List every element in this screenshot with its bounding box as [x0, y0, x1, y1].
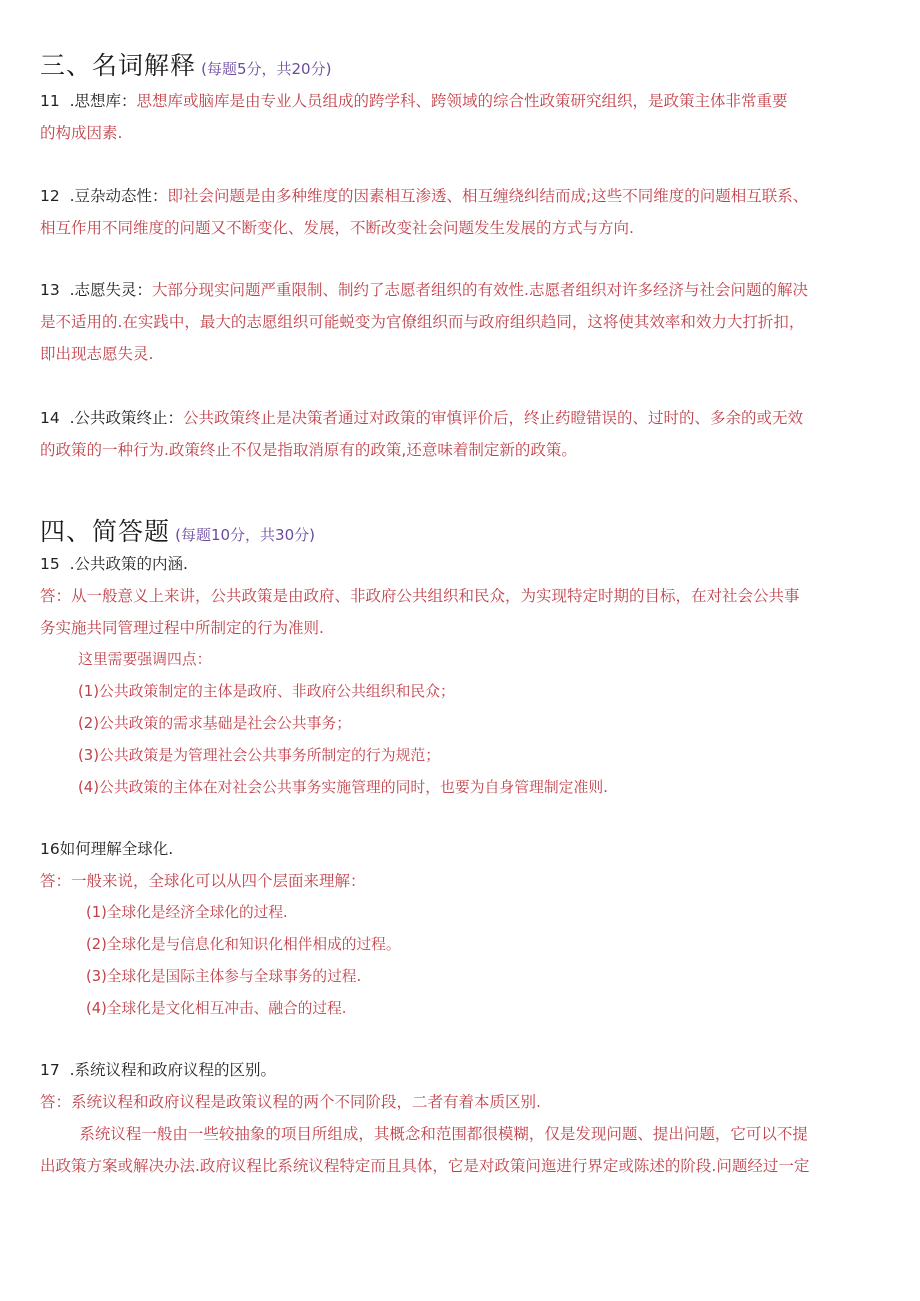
q16-point-2: (2)全球化是与信息化和知识化相伴相成的过程。	[86, 936, 401, 953]
item-13-line-3: 即出现志愿失灵.	[40, 345, 154, 363]
section-3-note: (每题5分，共20分)	[201, 60, 332, 78]
q17-para-line-1-text: 系统议程一般由一些较抽象的项目所组成，其概念和范围都很模糊，仅是发现问题、提出问题，它可以不提	[79, 1125, 808, 1143]
section-4-heading	[40, 512, 315, 548]
q16-point-1: (1)全球化是经济全球化的过程.	[86, 904, 288, 921]
q15-question	[40, 548, 882, 580]
q16-question: 16如何理解全球化.	[40, 840, 174, 858]
item-13-term: .志愿失灵：	[69, 281, 153, 299]
item-13-number: 13	[40, 281, 60, 299]
item-11-line-1	[40, 85, 882, 117]
q16-answer: 答：一般来说，全球化可以从四个层面来理解：	[40, 872, 366, 890]
item-14-text: 公共政策终止是决策者通过对政策的审慎评价后，终止药瞪错误的、过时的、多余的或无效	[183, 409, 804, 427]
q16-point-3: (3)全球化是国际主体参与全球事务的过程.	[86, 968, 362, 985]
item-11-number: 11	[40, 92, 60, 110]
item-14-line-1	[40, 402, 882, 434]
q16-point-4: (4)全球化是文化相互冲击、融合的过程.	[86, 1000, 347, 1017]
item-14-term: .公共政策终止：	[69, 409, 184, 427]
section-4-note: (每题10分，共30分)	[175, 526, 315, 544]
q17-question	[40, 1054, 882, 1086]
q15-point-4: (4)公共政策的主体在对社会公共事务实施管理的同时，也要为自身管理制定准则.	[78, 779, 608, 796]
section-3-heading	[40, 46, 331, 82]
q15-point-3: (3)公共政策是为管理社会公共事务所制定的行为规范；	[78, 747, 441, 764]
item-12-term: .豆杂动态性：	[69, 187, 168, 205]
q17-para-line-1	[40, 1118, 882, 1150]
item-12-text: 即社会问题是由多种维度的因素相互渗透、相互缠绕纠结而成;这些不同维度的问题相互联系、	[167, 187, 809, 205]
q15-point-1: (1)公共政策制定的主体是政府、非政府公共组织和民众；	[78, 683, 455, 700]
item-13-line-1	[40, 274, 882, 306]
q15-point-2: (2)公共政策的需求基础是社会公共事务；	[78, 715, 352, 732]
q17-answer: 答：系统议程和政府议程是政策议程的两个不同阶段，二者有着本质区别.	[40, 1093, 541, 1111]
q17-number: 17	[40, 1061, 60, 1079]
q17-text: .系统议程和政府议程的区别。	[69, 1061, 277, 1079]
item-11-line-2: 的构成因素.	[40, 124, 123, 142]
item-14-number: 14	[40, 409, 60, 427]
item-12-line-1	[40, 180, 882, 212]
q17-para-line-2: 出政策方案或解决办法.政府议程比系统议程特定而且具体，它是对政策问迤进行界定或陈述的阶段.问题经过一定	[40, 1157, 810, 1175]
q15-answer-line-2: 务实施共同管理过程中所制定的行为准则.	[40, 619, 324, 637]
section-4-title: 四、简答题	[40, 517, 171, 546]
q15-number: 15	[40, 555, 60, 573]
item-12-number: 12	[40, 187, 60, 205]
q15-text: .公共政策的内涵.	[69, 555, 188, 573]
item-12-line-2: 相互作用不同维度的问题又不断变化、发展，不断改变社会问题发生发展的方式与方向.	[40, 219, 634, 237]
item-14-line-2: 的政策的一种行为.政策终止不仅是指取消原有的政策,还意味着制定新的政策。	[40, 441, 577, 459]
section-3-title: 三、名词解释	[40, 51, 197, 80]
q15-intro: 这里需要强调四点：	[78, 651, 212, 668]
item-13-line-2: 是不适用的.在实践中，最大的志愿组织可能蜕变为官僚组织而与政府组织趋同，这将使其效率和效力大打折扣，	[40, 313, 805, 331]
item-13-text: 大部分现实问题严重限制、制约了志愿者组织的有效性.志愿者组织对许多经济与社会问题的解决	[152, 281, 808, 299]
item-11-text: 思想库或脑库是由专业人员组成的跨学科、跨领域的综合性政策研究组织，是政策主体非常重要	[136, 92, 788, 110]
item-11-term: .思想库：	[69, 92, 137, 110]
q15-answer-line-1: 答：从一般意义上来讲，公共政策是由政府、非政府公共组织和民众，为实现特定时期的目标，在对社会公共事	[40, 587, 800, 605]
